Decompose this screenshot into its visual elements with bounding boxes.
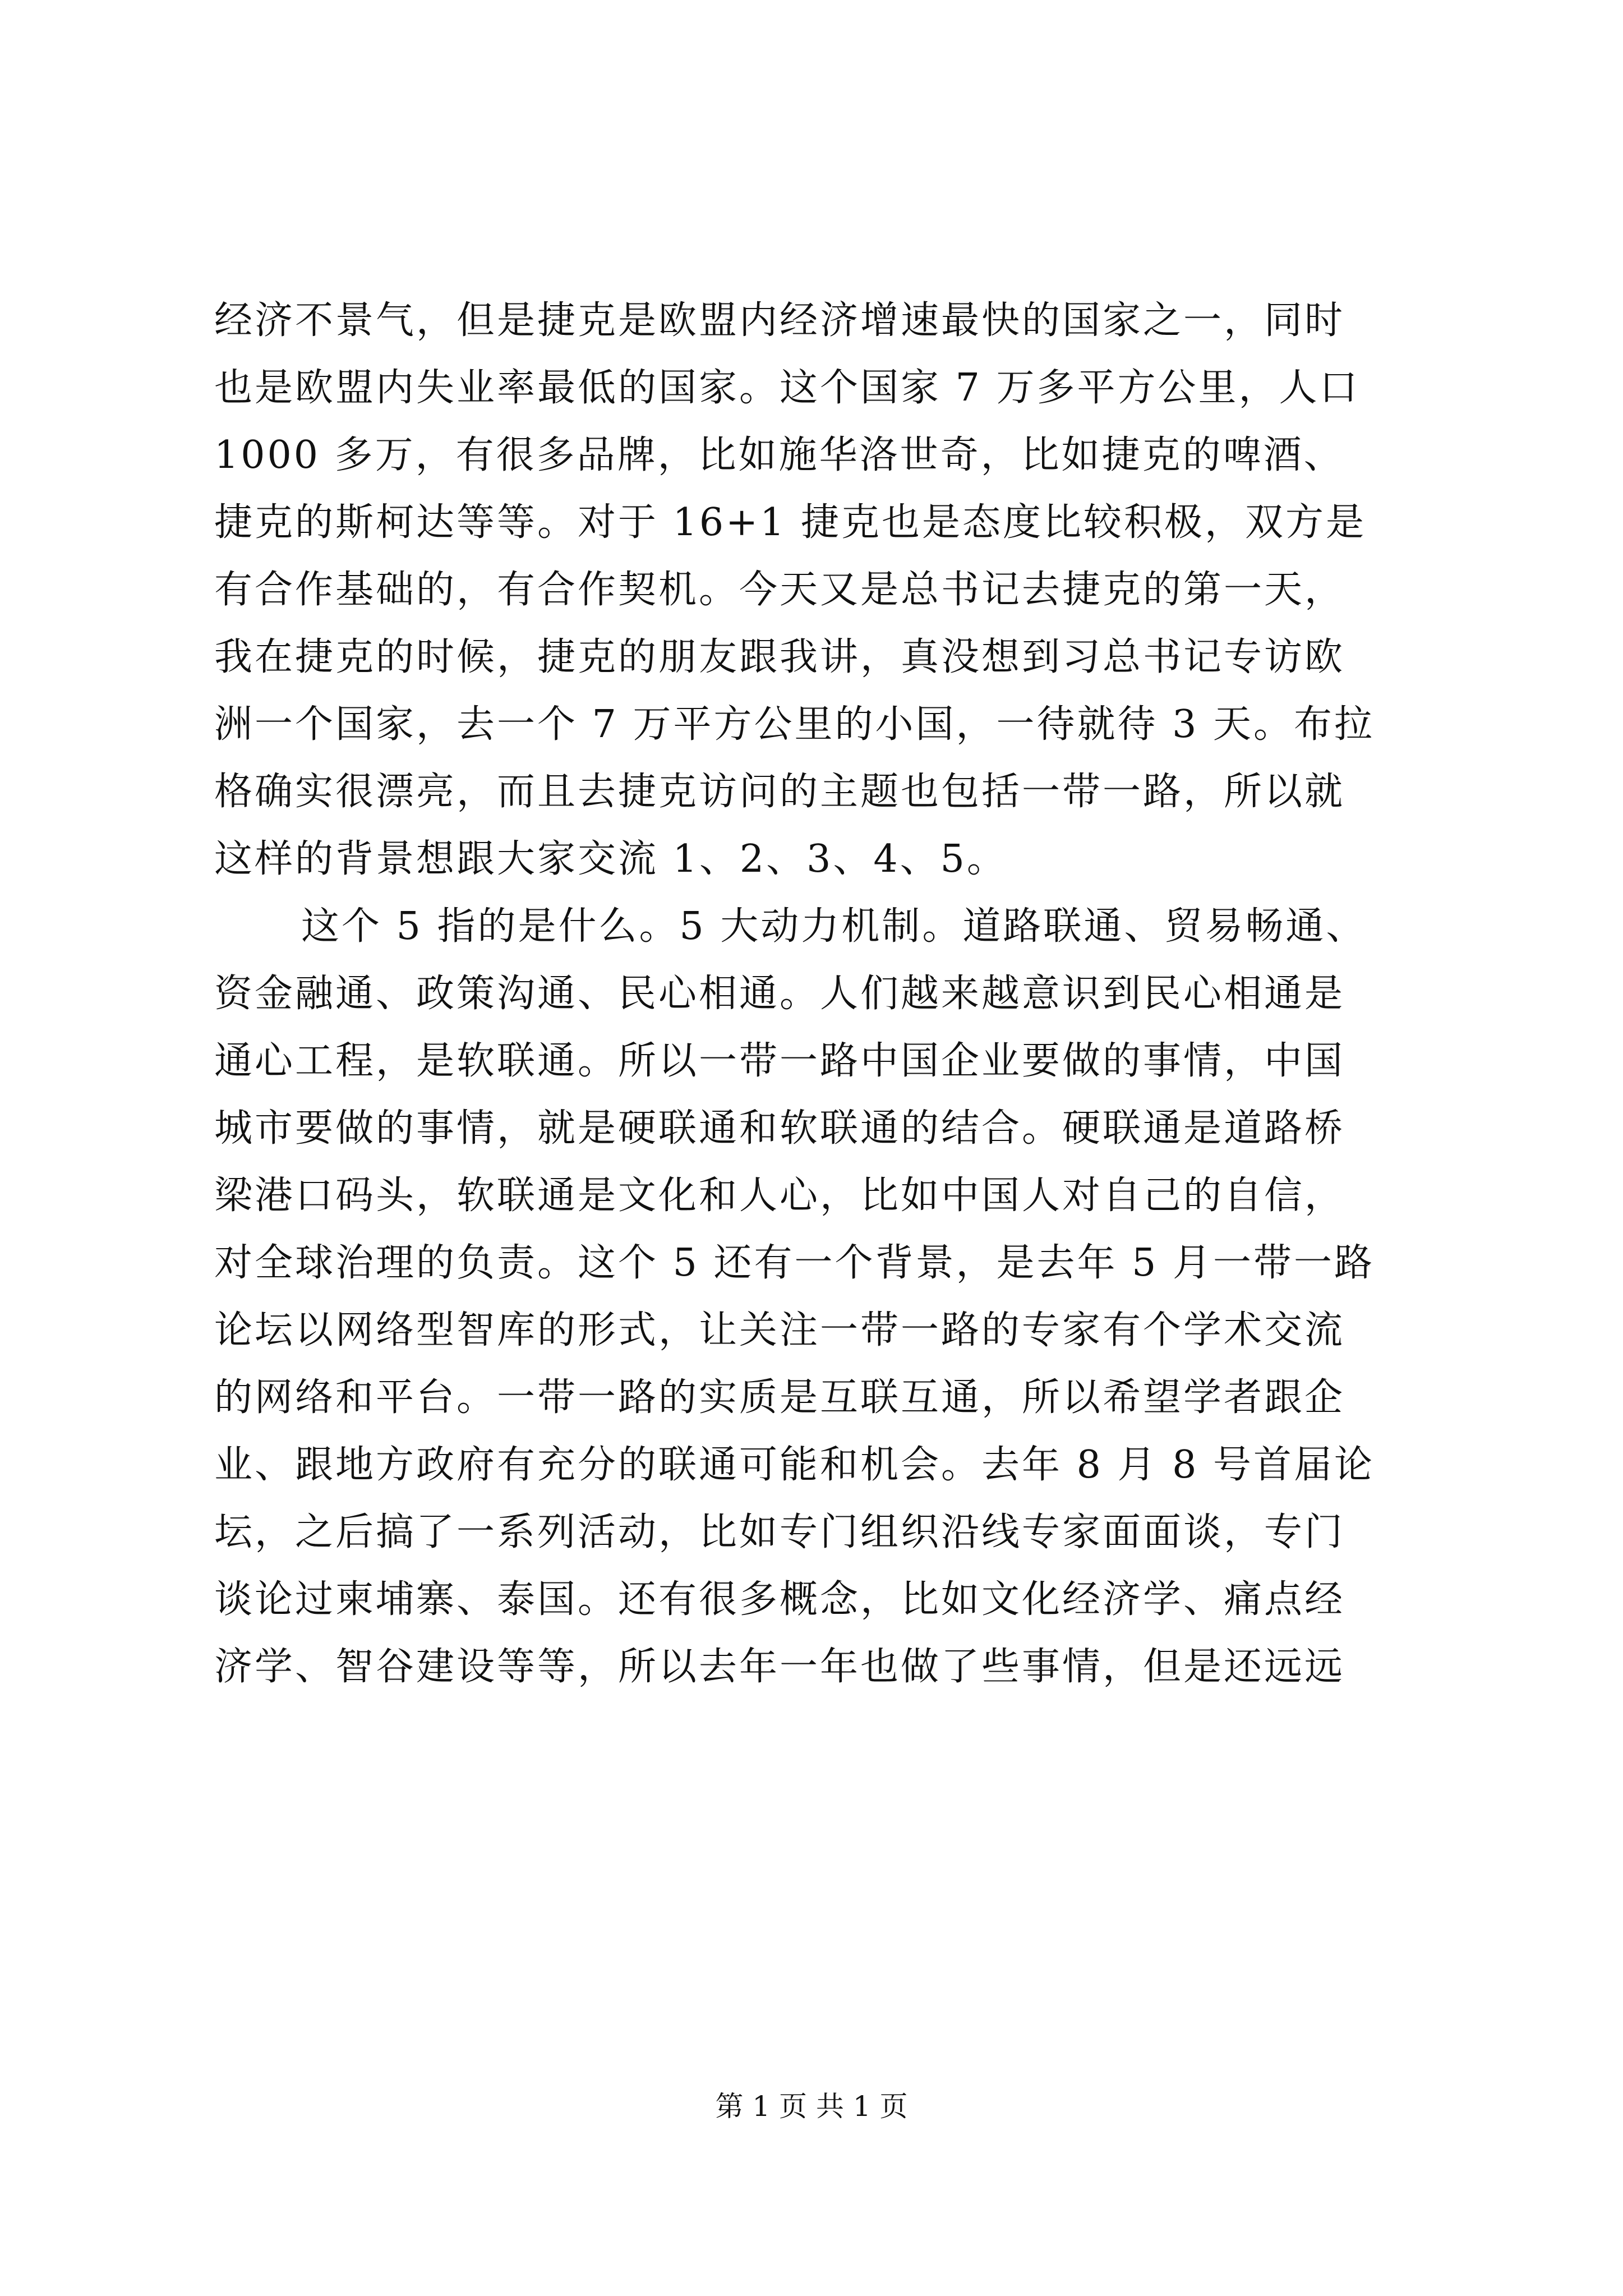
document-body: [214, 287, 1419, 1701]
text-line: 洲一个国家，去一个 7 万平方公里的小国，一待就待 3 天。布拉: [214, 702, 1375, 747]
text-line: 捷克的斯柯达等等。对于 16+1 捷克也是态度比较积极，双方是: [214, 500, 1366, 545]
text-line: 也是欧盟内失业率最低的国家。这个国家 7 万多平方公里，人口: [214, 366, 1360, 410]
text-line: 通心工程，是软联通。所以一带一路中国企业要做的事情，中国: [214, 1039, 1345, 1083]
text-line: 经济不景气，但是捷克是欧盟内经济增速最快的国家之一，同时: [214, 298, 1345, 343]
text-line: 我在捷克的时候，捷克的朋友跟我讲，真没想到习总书记专访欧: [214, 635, 1345, 679]
text-line: 这样的背景想跟大家交流 1、2、3、4、5。: [214, 837, 1007, 881]
text-line: 梁港口码头，软联通是文化和人心，比如中国人对自己的自信，: [214, 1174, 1345, 1218]
text-line: 业、跟地方政府有充分的联通可能和机会。去年 8 月 8 号首届论: [214, 1443, 1375, 1487]
paragraph-first-line: 这个 5 指的是什么。5 大动力机制。道路联通、贸易畅通、: [301, 904, 1367, 949]
text-line: 有合作基础的，有合作契机。今天又是总书记去捷克的第一天，: [214, 568, 1345, 612]
text-line: 1000 多万，有很多品牌，比如施华洛世奇，比如捷克的啤酒、: [214, 433, 1344, 477]
text-line: 济学、智谷建设等等，所以去年一年也做了些事情，但是还远远: [214, 1645, 1345, 1689]
text-line: 对全球治理的负责。这个 5 还有一个背景，是去年 5 月一带一路: [214, 1241, 1375, 1285]
text-line: 城市要做的事情，就是硬联通和软联通的结合。硬联通是道路桥: [214, 1106, 1345, 1151]
text-line: 坛，之后搞了一系列活动，比如专门组织沿线专家面面谈，专门: [214, 1510, 1345, 1554]
text-line: 论坛以网络型智库的形式，让关注一带一路的专家有个学术交流: [214, 1308, 1345, 1352]
text-line: 谈论过柬埔寨、泰国。还有很多概念，比如文化经济学、痛点经: [214, 1577, 1345, 1622]
page-number-footer: 第 1 页 共 1 页: [715, 2090, 908, 2123]
text-line: 资金融通、政策沟通、民心相通。人们越来越意识到民心相通是: [214, 972, 1345, 1016]
text-line: 格确实很漂亮，而且去捷克访问的主题也包括一带一路，所以就: [214, 770, 1345, 814]
text-line: 的网络和平台。一带一路的实质是互联互通，所以希望学者跟企: [214, 1375, 1345, 1420]
